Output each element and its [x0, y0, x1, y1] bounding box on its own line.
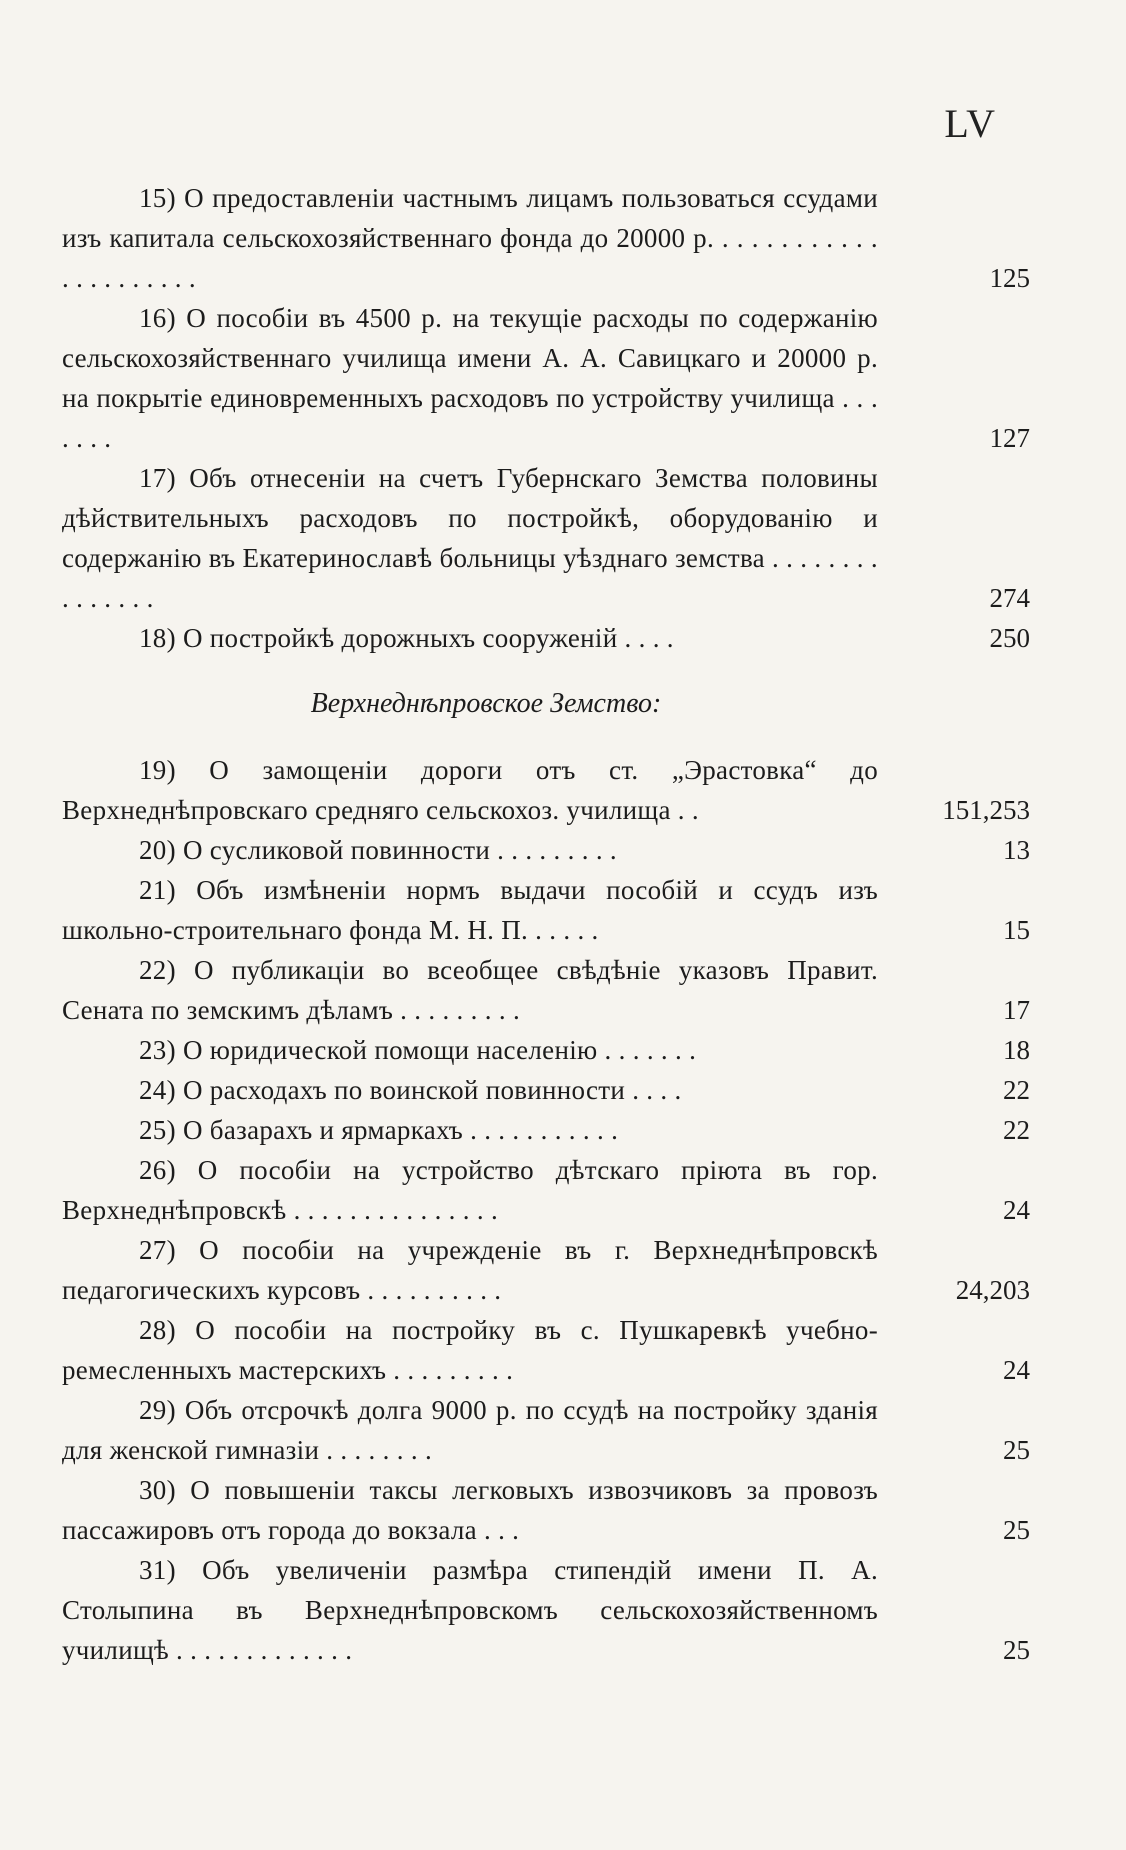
- entry-text: 29) Объ отсрочкѣ долга 9000 р. по ссудѣ на постройку зданія для женской гимназіи . . . . . . . .: [62, 1395, 878, 1465]
- entries-block-2: [62, 750, 1030, 1670]
- toc-entry: [62, 1030, 1030, 1070]
- entry-text: 22) О публикаціи во всеобщее свѣдѣніе указовъ Правит. Сената по земскимъ дѣламъ . . . . . . . . .: [62, 955, 878, 1025]
- toc-entry: [62, 1470, 1030, 1550]
- entries-block-1: [62, 178, 1030, 658]
- toc-entry: [62, 1550, 1030, 1670]
- toc-entry: [62, 750, 1030, 830]
- entry-text: 15) О предоставленіи частнымъ лицамъ пользоваться ссудами изъ капитала сельскохозяйственнаго фонда до 20000 р. . . . . . . . . . . . . . . . . . . . . .: [62, 183, 878, 293]
- entry-text: 24) О расходахъ по воинской повинности . . . .: [139, 1075, 682, 1105]
- entry-page-number: 25: [1003, 1515, 1030, 1545]
- entry-text: 25) О базарахъ и ярмаркахъ . . . . . . . . . . .: [139, 1115, 619, 1145]
- entry-text: 27) О пособіи на учрежденіе въ г. Верхнеднѣпровскѣ педагогическихъ курсовъ . . . . . . . . . .: [62, 1235, 878, 1305]
- toc-entry: [62, 1110, 1030, 1150]
- toc-entry: [62, 618, 1030, 658]
- toc-entry: [62, 1150, 1030, 1230]
- toc-entry: [62, 178, 1030, 298]
- toc-entry: [62, 830, 1030, 870]
- toc-entry: [62, 1070, 1030, 1110]
- entry-page-number: 24,203: [955, 1275, 1030, 1305]
- section-heading: Верхнеднѣпровское Земство:: [310, 688, 662, 719]
- entry-page-number: 18: [1003, 1035, 1030, 1065]
- entry-text: 20) О сусликовой повинности . . . . . . . . .: [139, 835, 617, 865]
- entry-text: 18) О постройкѣ дорожныхъ сооруженій . . . .: [139, 623, 674, 653]
- entry-page-number: 17: [1003, 995, 1030, 1025]
- entry-page-number: 24: [1003, 1355, 1030, 1385]
- toc-entry: [62, 870, 1030, 950]
- toc-entry: [62, 1310, 1030, 1390]
- entry-text: 26) О пособіи на устройство дѣтскаго пріюта въ гор. Верхнеднѣпровскѣ . . . . . . . . . . . . . . .: [62, 1155, 878, 1225]
- entry-page-number: 24: [1003, 1195, 1030, 1225]
- entry-text: 21) Объ измѣненіи нормъ выдачи пособій и ссудъ изъ школьно-строительнаго фонда М. Н. П. . . . . .: [62, 875, 878, 945]
- entry-page-number: 125: [989, 263, 1030, 293]
- entry-page-number: 25: [1003, 1435, 1030, 1465]
- toc-entry: [62, 950, 1030, 1030]
- toc-entry: [62, 1390, 1030, 1470]
- table-of-contents: [62, 178, 1030, 1670]
- entry-page-number: 22: [1003, 1115, 1030, 1145]
- entry-page-number: 250: [989, 623, 1030, 653]
- entry-text: 19) О замощеніи дороги отъ ст. „Эрастовка“ до Верхнеднѣпровскаго средняго сельскохоз. училища . .: [62, 755, 878, 825]
- entry-page-number: 127: [989, 423, 1030, 453]
- toc-entry: [62, 1230, 1030, 1310]
- entry-text: 16) О пособіи въ 4500 р. на текущіе расходы по содержанію сельскохозяйственнаго училища имени А. А. Савицкаго и 20000 р. на покрытіе единовременныхъ расходовъ по устройству училища . . . . . . .: [62, 303, 878, 453]
- entry-text: 31) Объ увеличеніи размѣра стипендій имени П. А. Столыпина въ Верхнеднѣпровскомъ сельскохозяйственномъ училищѣ . . . . . . . . . . . . .: [62, 1555, 878, 1665]
- entry-page-number: 274: [989, 583, 1030, 613]
- toc-entry: [62, 298, 1030, 458]
- entry-page-number: 15: [1003, 915, 1030, 945]
- entry-text: 30) О повышеніи таксы легковыхъ извозчиковъ за провозъ пассажировъ отъ города до вокзала . . .: [62, 1475, 878, 1545]
- entry-page-number: 22: [1003, 1075, 1030, 1105]
- entry-text: 28) О пособіи на постройку въ с. Пушкаревкѣ учебно-ремесленныхъ мастерскихъ . . . . . . . . .: [62, 1315, 878, 1385]
- page-number: LV: [944, 101, 996, 146]
- entry-page-number: 25: [1003, 1635, 1030, 1665]
- toc-entry: [62, 458, 1030, 618]
- entry-text: 23) О юридической помощи населенію . . . . . . .: [139, 1035, 697, 1065]
- entry-text: 17) Объ отнесеніи на счетъ Губернскаго Земства половины дѣйствительныхъ расходовъ по постройкѣ, оборудованію и содержанію въ Екатеринославѣ больницы уѣзднаго земства . . . . . . . . . . . . . . .: [62, 463, 878, 613]
- entry-page-number: 151,253: [942, 795, 1030, 825]
- entry-page-number: 13: [1003, 835, 1030, 865]
